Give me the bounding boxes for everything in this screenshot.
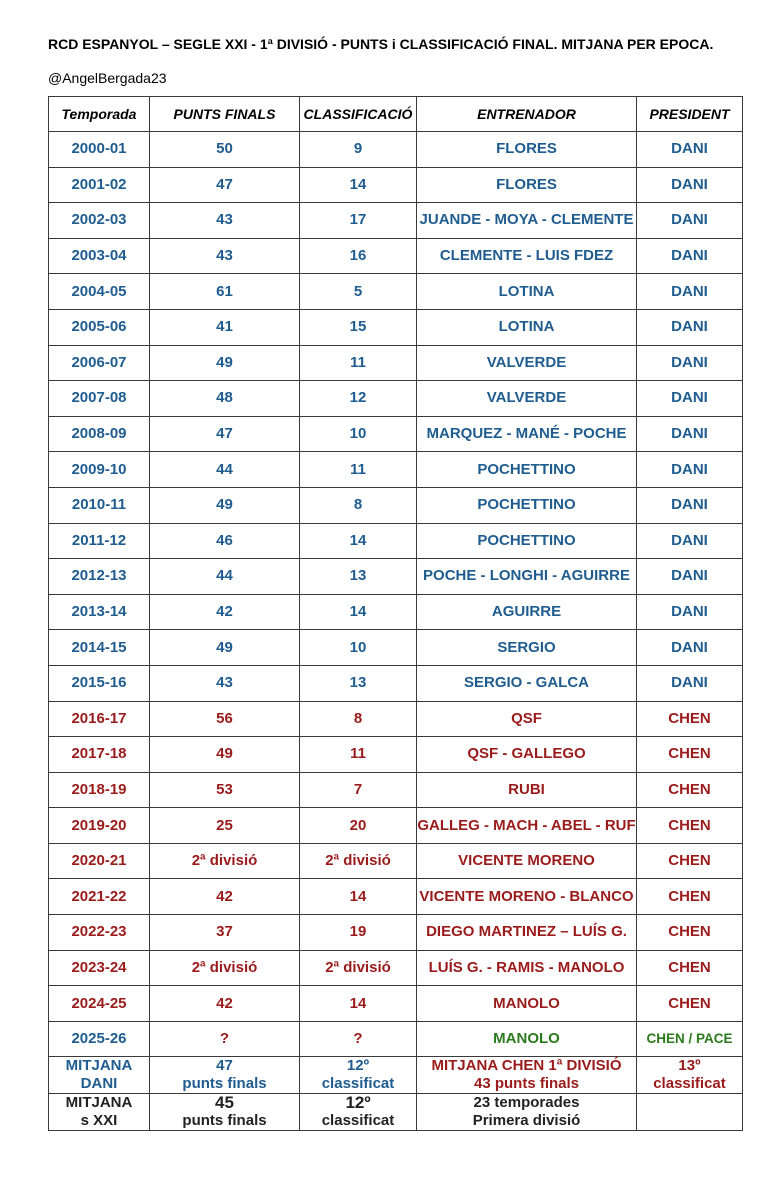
average-dani-row <box>49 1057 743 1094</box>
avg-chen-points: 43 punts finals <box>473 1075 580 1093</box>
rank-cell: 8 <box>300 487 417 523</box>
coach-cell: FLORES <box>417 167 637 203</box>
avg-century-empty <box>637 1094 743 1131</box>
season-cell: 2022-23 <box>49 915 150 951</box>
president-cell: DANI <box>637 523 743 559</box>
points-cell: 41 <box>150 309 300 345</box>
coach-cell: GALLEG - MACH - ABEL - RUF <box>417 808 637 844</box>
points-cell: 56 <box>150 701 300 737</box>
table-row <box>49 737 743 773</box>
president-cell: DANI <box>637 274 743 310</box>
rank-cell: 2ª divisió <box>300 843 417 879</box>
season-cell: 2008-09 <box>49 416 150 452</box>
page-title: RCD ESPANYOL – SEGLE XXI - 1ª DIVISIÓ - PUNTS i CLASSIFICACIÓ FINAL. MITJANA PER EPOCA. <box>48 36 714 52</box>
coach-cell: FLORES <box>417 132 637 168</box>
points-cell: 48 <box>150 381 300 417</box>
season-cell: 2020-21 <box>49 843 150 879</box>
table-row <box>49 843 743 879</box>
points-cell: 44 <box>150 452 300 488</box>
coach-cell: MARQUEZ - MANÉ - POCHE <box>417 416 637 452</box>
avg-century-points-value: 45 <box>215 1093 234 1113</box>
points-cell: 43 <box>150 665 300 701</box>
avg-chen-rank <box>637 1057 743 1094</box>
table-row <box>49 594 743 630</box>
season-cell: 2013-14 <box>49 594 150 630</box>
president-cell: DANI <box>637 630 743 666</box>
table-row <box>49 416 743 452</box>
points-cell: 47 <box>150 167 300 203</box>
season-cell: 2009-10 <box>49 452 150 488</box>
table-row <box>49 132 743 168</box>
season-cell: 2024-25 <box>49 986 150 1022</box>
rank-cell: 14 <box>300 879 417 915</box>
avg-century-note-line2: Primera divisió <box>472 1112 581 1130</box>
table-header-row <box>49 97 743 132</box>
table-row <box>49 274 743 310</box>
table-row <box>49 487 743 523</box>
table-row <box>49 381 743 417</box>
president-cell: CHEN / PACE <box>637 1021 743 1057</box>
table-row <box>49 345 743 381</box>
president-cell: DANI <box>637 559 743 595</box>
avg-century-points <box>150 1094 300 1131</box>
table-row <box>49 772 743 808</box>
avg-dani-rank-unit: classificat <box>321 1075 395 1093</box>
table-row <box>49 665 743 701</box>
points-cell: 2ª divisió <box>150 950 300 986</box>
avg-century-label <box>49 1094 150 1131</box>
avg-century-rank <box>300 1094 417 1131</box>
president-cell: DANI <box>637 416 743 452</box>
header-coach: ENTRENADOR <box>417 97 637 132</box>
coach-cell: MANOLO <box>417 986 637 1022</box>
rank-cell: 17 <box>300 203 417 239</box>
president-cell: CHEN <box>637 772 743 808</box>
points-cell: 42 <box>150 879 300 915</box>
season-cell: 2004-05 <box>49 274 150 310</box>
president-cell: CHEN <box>637 808 743 844</box>
president-cell: DANI <box>637 203 743 239</box>
author-handle: @AngelBergada23 <box>48 70 167 86</box>
rank-cell: ? <box>300 1021 417 1057</box>
coach-cell: LOTINA <box>417 274 637 310</box>
president-cell: CHEN <box>637 986 743 1022</box>
table-row <box>49 203 743 239</box>
season-cell: 2010-11 <box>49 487 150 523</box>
avg-century-label-line1: MITJANA <box>65 1094 133 1112</box>
season-cell: 2007-08 <box>49 381 150 417</box>
coach-cell: AGUIRRE <box>417 594 637 630</box>
points-cell: 2ª divisió <box>150 843 300 879</box>
seasons-table <box>48 96 743 1131</box>
points-cell: 25 <box>150 808 300 844</box>
president-cell: DANI <box>637 309 743 345</box>
season-cell: 2002-03 <box>49 203 150 239</box>
rank-cell: 14 <box>300 594 417 630</box>
season-cell: 2006-07 <box>49 345 150 381</box>
table-row <box>49 879 743 915</box>
coach-cell: CLEMENTE - LUIS FDEZ <box>417 238 637 274</box>
rank-cell: 10 <box>300 416 417 452</box>
president-cell: DANI <box>637 167 743 203</box>
rank-cell: 13 <box>300 559 417 595</box>
president-cell: CHEN <box>637 879 743 915</box>
coach-cell: VICENTE MORENO <box>417 843 637 879</box>
avg-chen-summary <box>417 1057 637 1094</box>
points-cell: 46 <box>150 523 300 559</box>
coach-cell: LOTINA <box>417 309 637 345</box>
avg-century-note <box>417 1094 637 1131</box>
coach-cell: LUÍS G. - RAMIS - MANOLO <box>417 950 637 986</box>
season-cell: 2014-15 <box>49 630 150 666</box>
points-cell: 44 <box>150 559 300 595</box>
president-cell: DANI <box>637 452 743 488</box>
president-cell: DANI <box>637 238 743 274</box>
president-cell: CHEN <box>637 737 743 773</box>
table-row <box>49 167 743 203</box>
points-cell: ? <box>150 1021 300 1057</box>
avg-dani-rank-value: 12º <box>346 1057 370 1075</box>
points-cell: 49 <box>150 487 300 523</box>
president-cell: CHEN <box>637 915 743 951</box>
season-cell: 2015-16 <box>49 665 150 701</box>
season-cell: 2011-12 <box>49 523 150 559</box>
rank-cell: 2ª divisió <box>300 950 417 986</box>
avg-century-rank-value: 12º <box>345 1093 371 1113</box>
rank-cell: 11 <box>300 452 417 488</box>
avg-century-label-line2: s XXI <box>80 1112 118 1130</box>
points-cell: 49 <box>150 345 300 381</box>
season-cell: 2021-22 <box>49 879 150 915</box>
rank-cell: 8 <box>300 701 417 737</box>
points-cell: 53 <box>150 772 300 808</box>
rank-cell: 20 <box>300 808 417 844</box>
coach-cell: SERGIO <box>417 630 637 666</box>
coach-cell: POCHETTINO <box>417 487 637 523</box>
header-rank: CLASSIFICACIÓ <box>300 97 417 132</box>
points-cell: 61 <box>150 274 300 310</box>
coach-cell: POCHETTINO <box>417 523 637 559</box>
season-cell: 2005-06 <box>49 309 150 345</box>
coach-cell: JUANDE - MOYA - CLEMENTE <box>417 203 637 239</box>
avg-dani-points-value: 47 <box>216 1057 233 1075</box>
president-cell: DANI <box>637 132 743 168</box>
president-cell: DANI <box>637 381 743 417</box>
avg-century-points-unit: punts finals <box>182 1112 267 1130</box>
table-row <box>49 559 743 595</box>
table-row <box>49 950 743 986</box>
points-cell: 49 <box>150 737 300 773</box>
president-cell: DANI <box>637 594 743 630</box>
points-cell: 50 <box>150 132 300 168</box>
points-cell: 49 <box>150 630 300 666</box>
president-cell: CHEN <box>637 843 743 879</box>
coach-cell: SERGIO - GALCA <box>417 665 637 701</box>
rank-cell: 11 <box>300 737 417 773</box>
president-cell: CHEN <box>637 701 743 737</box>
rank-cell: 13 <box>300 665 417 701</box>
header-president: PRESIDENT <box>637 97 743 132</box>
rank-cell: 12 <box>300 381 417 417</box>
average-century-row <box>49 1094 743 1131</box>
avg-dani-label-line1: MITJANA <box>65 1057 133 1075</box>
rank-cell: 5 <box>300 274 417 310</box>
coach-cell: DIEGO MARTINEZ – LUÍS G. <box>417 915 637 951</box>
president-cell: CHEN <box>637 950 743 986</box>
header-points: PUNTS FINALS <box>150 97 300 132</box>
season-cell: 2018-19 <box>49 772 150 808</box>
table-row <box>49 238 743 274</box>
points-cell: 47 <box>150 416 300 452</box>
points-cell: 43 <box>150 203 300 239</box>
points-cell: 42 <box>150 594 300 630</box>
table-row <box>49 986 743 1022</box>
avg-century-rank-unit: classificat <box>321 1112 395 1130</box>
table-row <box>49 915 743 951</box>
table-row <box>49 452 743 488</box>
coach-cell: QSF <box>417 701 637 737</box>
avg-dani-label <box>49 1057 150 1094</box>
president-cell: DANI <box>637 487 743 523</box>
season-cell: 2001-02 <box>49 167 150 203</box>
season-cell: 2003-04 <box>49 238 150 274</box>
points-cell: 43 <box>150 238 300 274</box>
table-row <box>49 701 743 737</box>
avg-dani-points <box>150 1057 300 1094</box>
table-body <box>49 132 743 1057</box>
season-cell: 2000-01 <box>49 132 150 168</box>
season-cell: 2017-18 <box>49 737 150 773</box>
avg-century-note-line1: 23 temporades <box>473 1094 580 1112</box>
avg-dani-label-line2: DANI <box>80 1075 118 1093</box>
table-row <box>49 309 743 345</box>
table-row <box>49 808 743 844</box>
rank-cell: 14 <box>300 167 417 203</box>
president-cell: DANI <box>637 345 743 381</box>
rank-cell: 14 <box>300 523 417 559</box>
rank-cell: 14 <box>300 986 417 1022</box>
header-season: Temporada <box>49 97 150 132</box>
avg-chen-rank-unit: classificat <box>653 1075 726 1093</box>
coach-cell: RUBI <box>417 772 637 808</box>
rank-cell: 15 <box>300 309 417 345</box>
avg-dani-points-unit: punts finals <box>182 1075 267 1093</box>
season-cell: 2016-17 <box>49 701 150 737</box>
season-cell: 2012-13 <box>49 559 150 595</box>
avg-chen-rank-value: 13º <box>678 1057 701 1075</box>
points-cell: 42 <box>150 986 300 1022</box>
coach-cell: VALVERDE <box>417 381 637 417</box>
table-row <box>49 1021 743 1057</box>
avg-dani-rank <box>300 1057 417 1094</box>
season-cell: 2019-20 <box>49 808 150 844</box>
president-cell: DANI <box>637 665 743 701</box>
rank-cell: 10 <box>300 630 417 666</box>
season-cell: 2023-24 <box>49 950 150 986</box>
table-row <box>49 523 743 559</box>
table-row <box>49 630 743 666</box>
coach-cell: QSF - GALLEGO <box>417 737 637 773</box>
rank-cell: 9 <box>300 132 417 168</box>
coach-cell: POCHETTINO <box>417 452 637 488</box>
rank-cell: 16 <box>300 238 417 274</box>
coach-cell: VALVERDE <box>417 345 637 381</box>
rank-cell: 11 <box>300 345 417 381</box>
coach-cell: VICENTE MORENO - BLANCO <box>417 879 637 915</box>
rank-cell: 7 <box>300 772 417 808</box>
avg-chen-label: MITJANA CHEN 1ª DIVISIÓ <box>431 1057 622 1075</box>
season-cell: 2025-26 <box>49 1021 150 1057</box>
coach-cell: POCHE - LONGHI - AGUIRRE <box>417 559 637 595</box>
coach-cell: MANOLO <box>417 1021 637 1057</box>
rank-cell: 19 <box>300 915 417 951</box>
points-cell: 37 <box>150 915 300 951</box>
